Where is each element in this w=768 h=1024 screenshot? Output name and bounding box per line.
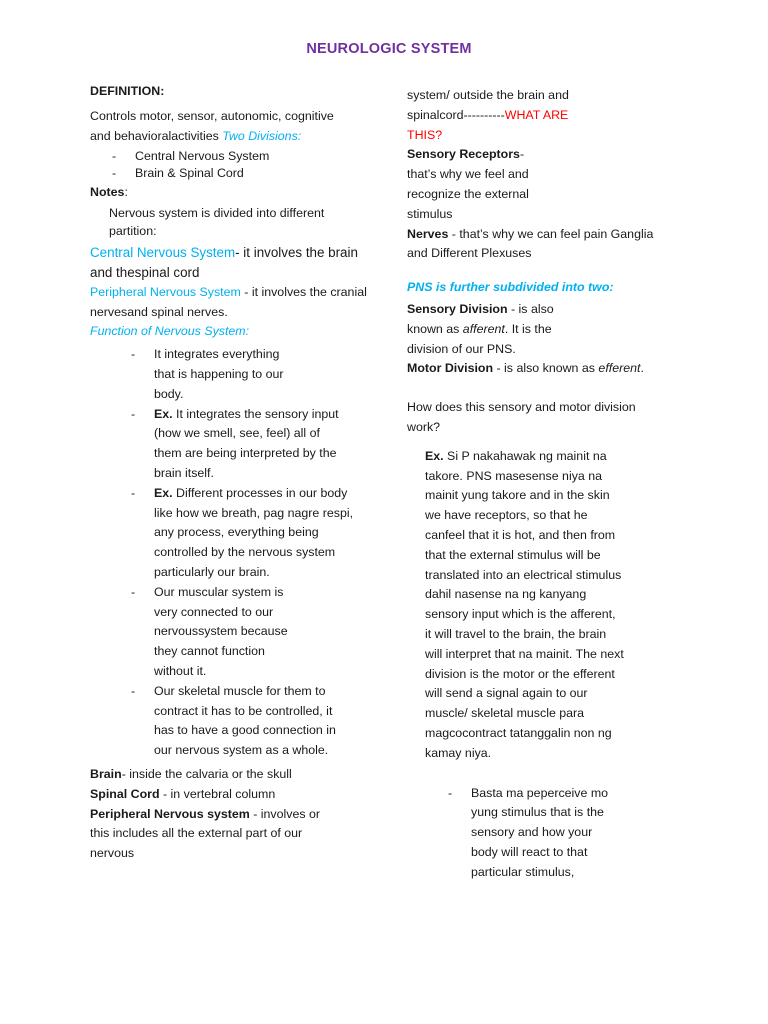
list-item: - Ex. Different processes in our body like how we breath, pag nagre respi, any process, everything being controlled by the nervous system particularly our brain. <box>131 485 354 579</box>
pns-paragraph: Peripheral Nervous System - it involves the cranial nervesand spinal nerves. <box>90 284 367 319</box>
sensory-receptors-paragraph: Sensory Receptors- that’s why we feel and recognize the external stimulus <box>407 147 529 221</box>
cns-paragraph: Central Nervous System- it involves the brain and thespinal cord <box>90 245 358 280</box>
spinal-paragraph: Spinal Cord - in vertebral column <box>90 786 276 801</box>
right-column <box>407 86 727 882</box>
page-title: NEUROLOGIC SYSTEM <box>306 41 472 57</box>
function-heading: Function of Nervous System: <box>90 324 250 339</box>
two-divisions-label: Two Divisions: <box>222 128 302 143</box>
definition-paragraph <box>90 107 352 147</box>
left-column <box>90 82 375 864</box>
example-paragraph: Ex. Si P nakahawak ng mainit na takore. PNS masesense niya na mainit yung takore and in the skin we have receptors, so that he canfeel that it is hot, and then from that the external stimulus will be translated into an electrical stimulus dahil nasense na ng kanyang sensory input which is the afferent, it will travel to the brain, the brain will interpret that na mainit. The next division is the motor or the efferent will send a signal again to our muscle/ skeletal muscle para magcocontract tatanggalin non ng kamay niya. <box>425 448 624 760</box>
nerves-paragraph: Nerves - that’s why we can feel pain Ganglia and Different Plexuses <box>407 226 654 261</box>
brain-paragraph: Brain- inside the calvaria or the skull <box>90 766 292 781</box>
list-item: - Basta ma peperceive mo yung stimulus that is the sensory and how your body will react to that particular stimulus, <box>448 785 609 879</box>
definition-text: Controls motor, sensor, autonomic, cognitive and behavioralactivities <box>90 108 334 143</box>
pns2-paragraph: Peripheral Nervous system - involves or this includes all the external part of our nervous <box>90 806 321 861</box>
notes-heading: Notes: <box>90 185 128 200</box>
notes-text: Nervous system is divided into different partition: <box>109 206 325 239</box>
motor-division-paragraph: Motor Division - is also known as efferent. <box>407 361 644 376</box>
cns-label: Central Nervous System <box>90 245 236 261</box>
pns-subdivided-heading: PNS is further subdivided into two: <box>407 280 614 295</box>
sensory-division-paragraph: Sensory Division - is also known as afferent. It is the division of our PNS. <box>407 301 554 356</box>
definition-heading: DEFINITION: <box>90 84 165 98</box>
list-item: - Our skeletal muscle for them to contract it has to be controlled, it has to have a good connection in our nervous system as a whole. <box>131 683 336 758</box>
continuation-paragraph: system/ outside the brain and spinalcord----------WHAT ARE THIS? <box>407 88 569 142</box>
list-item: - Brain & Spinal Cord <box>112 166 244 181</box>
list-item: - Ex. It integrates the sensory input (how we smell, see, feel) all of them are being interpreted by the brain itself. <box>131 406 339 480</box>
pns-label: Peripheral Nervous System <box>90 284 241 299</box>
what-are-this: WHAT ARE THIS? <box>407 107 569 142</box>
list-item: - Central Nervous System <box>112 149 270 164</box>
divisions-list <box>90 148 375 182</box>
question-paragraph: How does this sensory and motor division work? <box>407 400 636 434</box>
list-item: - It integrates everything that is happening to our body. <box>131 347 284 401</box>
bullet-list <box>407 784 727 883</box>
function-list <box>90 345 375 761</box>
list-item: - Our muscular system is very connected to our nervoussystem because they cannot function without it. <box>131 584 288 678</box>
